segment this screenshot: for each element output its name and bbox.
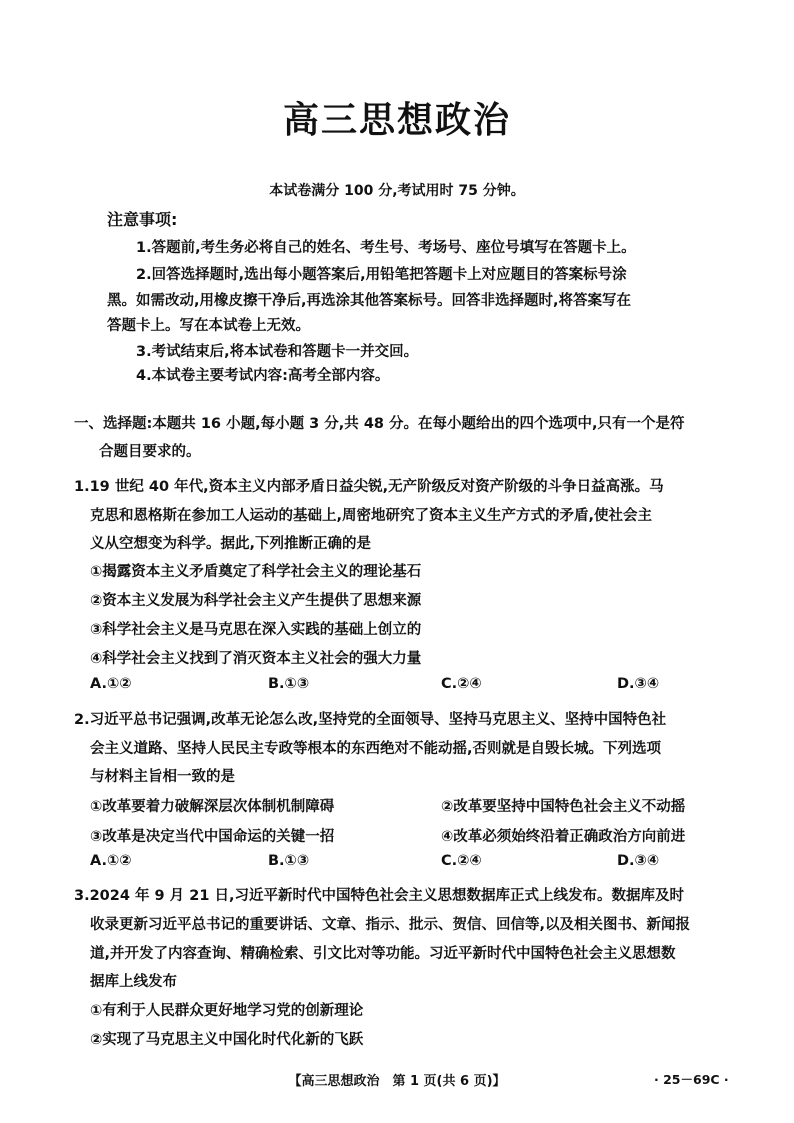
q1-stem: 义从空想变为科学。据此,下列推断正确的是 [90, 536, 372, 552]
q2-item: ③改革是决定当代中国命运的关键一招 [90, 829, 335, 845]
q1-item: ④科学社会主义找到了消灭资本主义社会的强大力量 [90, 651, 422, 667]
q1-item: ②资本主义发展为科学社会主义产生提供了思想来源 [90, 593, 422, 609]
q3-item: ②实现了马克思主义中国化时代化新的飞跃 [90, 1032, 364, 1048]
q2-choice-d: D.③④ [617, 853, 660, 869]
q3-item: ①有利于人民群众更好地学习党的创新理论 [90, 1003, 364, 1019]
section-heading-cont: 合题目要求的。 [99, 444, 201, 460]
q3-stem: 据库上线发布 [90, 974, 177, 990]
q2-choice-b: B.①③ [268, 853, 310, 869]
q2-item: ②改革要坚持中国特色社会主义不动摇 [441, 799, 686, 815]
q3-stem: 收录更新习近平总书记的重要讲话、文章、指示、批示、贺信、回信等,以及相关图书、新闻报 [90, 917, 691, 933]
q1-item: ①揭露资本主义矛盾奠定了科学社会主义的理论基石 [90, 564, 422, 580]
q1-choice-a: A.①② [90, 676, 132, 692]
q1-stem: 克思和恩格斯在参加工人运动的基础上,周密地研究了资本主义生产方式的矛盾,使社会主 [90, 508, 653, 524]
notice-line: 黑。如需改动,用橡皮擦干净后,再选涂其他答案标号。回答非选择题时,将答案写在 [107, 293, 632, 309]
notice-line: 3.考试结束后,将本试卷和答题卡一并交回。 [136, 344, 419, 360]
q2-choice-a: A.①② [90, 853, 132, 869]
q1-choice-d: D.③④ [617, 676, 660, 692]
q2-stem: 2.习近平总书记强调,改革无论怎么改,坚持党的全面领导、坚持马克思主义、坚持中国特色社 [74, 712, 667, 728]
q2-item: ④改革必须始终沿着正确政治方向前进 [441, 829, 686, 845]
exam-info: 本试卷满分 100 分,考试用时 75 分钟。 [269, 183, 525, 199]
notice-heading: 注意事项: [107, 210, 178, 229]
notice-line: 2.回答选择题时,选出每小题答案后,用铅笔把答题卡上对应题目的答案标号涂 [136, 267, 627, 283]
q3-stem: 道,并开发了内容查询、精确检索、引文比对等功能。习近平新时代中国特色社会主义思想数 [90, 946, 676, 962]
notice-line: 4.本试卷主要考试内容:高考全部内容。 [136, 368, 390, 384]
q2-stem: 与材料主旨相一致的是 [90, 769, 235, 785]
paper-code: · 25－69C · [654, 1072, 729, 1087]
notice-line: 答题卡上。写在本试卷上无效。 [107, 318, 310, 334]
q2-choice-c: C.②④ [441, 853, 482, 869]
notice-line: 1.答题前,考生务必将自己的姓名、考生号、考场号、座位号填写在答题卡上。 [136, 240, 636, 256]
q2-stem: 会主义道路、坚持人民民主专政等根本的东西绝对不能动摇,否则就是自毁长城。下列选项 [90, 741, 662, 757]
page-footer: 【高三思想政治 第 1 页(共 6 页)】 [288, 1074, 506, 1089]
q1-choice-c: C.②④ [441, 676, 482, 692]
q1-stem: 1.19 世纪 40 年代,资本主义内部矛盾日益尖锐,无产阶级反对资产阶级的斗争日益高涨。马 [74, 479, 664, 495]
q1-item: ③科学社会主义是马克思在深入实践的基础上创立的 [90, 622, 422, 638]
q3-stem: 3.2024 年 9 月 21 日,习近平新时代中国特色社会主义思想数据库正式上线发布。数据库及时 [74, 888, 684, 904]
q1-choice-b: B.①③ [268, 676, 310, 692]
section-heading: 一、选择题:本题共 16 小题,每小题 3 分,共 48 分。在每小题给出的四个选项中,只有一个是符 [74, 416, 685, 432]
page-title: 高三思想政治 [282, 100, 511, 141]
q2-item: ①改革要着力破解深层次体制机制障碍 [90, 799, 335, 815]
